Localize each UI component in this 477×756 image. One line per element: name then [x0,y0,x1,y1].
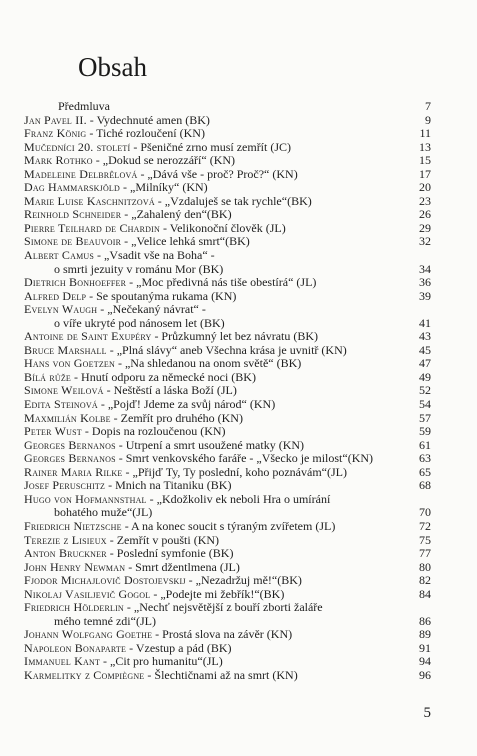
toc-entry-author: Peter Wust [24,424,82,439]
toc-entry-author: Pierre Teilhard de Chardin [24,220,160,235]
toc-entry-page: 86 [419,613,431,628]
toc-entry-page: 57 [419,410,431,425]
toc-entry-text [24,425,407,439]
toc-entry-author: Nikolaj Vasiljevič Gogol [24,586,151,601]
toc-entry-text [24,534,407,548]
toc-entry-text [24,290,407,304]
toc-entry-title: - „Dokud se nerozzáří“ (KN) [92,153,236,168]
toc-entry-title-continued: o víře ukryté pod nánosem let (BK) [54,315,225,330]
toc-entry [24,195,431,209]
toc-entry-text [24,357,407,371]
toc-entry-author: Edita Steinová [24,397,98,412]
toc-entry-title: - Zemřít pro druhého (KN) [110,410,243,425]
toc-entry-text [24,100,407,114]
toc-entry-text [24,520,407,534]
toc-entry-author: Marie Luise Kaschnitzová [24,193,155,208]
toc-entry-page: 63 [419,451,431,466]
toc-entry-text [24,642,407,656]
toc-entry-text [24,276,407,290]
toc-entry-title: - Šlechtičnami až na smrt (KN) [144,667,298,682]
toc-entry-author: Mark Rothko [24,153,93,168]
toc-entry-page: 61 [419,437,431,452]
toc-entry-author: Friedrich Nietzsche [24,518,122,533]
toc-entry-page: 82 [419,573,431,588]
toc-entry-page: 72 [419,518,431,533]
toc-entry-author: Hugo von Hofmannsthal [24,491,147,506]
toc-entry-author: Fjodor Michajlovič Dostojevskij [24,573,186,588]
toc-entry-text [24,141,407,155]
toc-entry [24,412,431,426]
toc-entry [24,222,431,236]
toc-entry-text [24,384,407,398]
toc-entry-text [24,574,407,588]
toc-entry-title: - Prostá slova na závěr (KN) [152,627,293,642]
toc-entry-author: Napoleon Bonaparte [24,640,127,655]
toc-entry-title: - Smrt venkovského faráře - „Všecko je milost“(KN) [115,451,374,466]
toc-entry-page: 43 [419,329,431,344]
toc-entry [24,398,431,412]
toc-entry-title: - „Velice lehká smrt“(BK) [121,234,250,249]
toc-entry-page: 77 [419,546,431,561]
toc-entry-page: 11 [419,126,431,141]
toc-entry-author: Evelyn Waugh [24,302,98,317]
toc-entry-page: 23 [419,193,431,208]
toc-entry-text [24,330,407,344]
toc-entry-text [24,655,407,669]
toc-entry-title: - Vydechnuté amen (BK) [86,112,210,127]
toc-entry-page: 65 [419,464,431,479]
toc-entry-text [24,493,407,520]
toc-entry-author: Immanuel Kant [24,654,101,669]
toc-entry-author: Maxmilián Kolbe [24,410,111,425]
toc-entry-title: - „Moc předivná nás tiše obestírá“ (JL) [126,275,317,290]
toc-entry-author: Antoine de Saint Exupéry [24,329,152,344]
toc-entry [24,601,431,628]
toc-entry [24,452,431,466]
toc-entry-page: 91 [419,640,431,655]
toc-entry-text [24,222,407,236]
toc-entry-author: Karmelitky z Compiègne [24,667,145,682]
toc-entry-page: 34 [419,261,431,276]
toc-entry [24,249,431,276]
toc-entry-title: Předmluva [58,99,110,113]
toc-entry-title: - Poslední symfonie (BK) [106,546,234,561]
toc-entry-title: - Hnutí odporu za německé noci (BK) [71,369,256,384]
toc-entry-page: 39 [419,288,431,303]
toc-entry-text [24,168,407,182]
toc-entry [24,290,431,304]
toc-entry-title: - Se spoutanýma rukama (KN) [86,288,237,303]
toc-entry-page: 75 [419,532,431,547]
toc-entry-author: John Henry Newman [24,559,126,574]
toc-entry-author: Reinhold Schneider [24,207,122,222]
toc-entry-page: 49 [419,369,431,384]
page-title: Obsah [78,52,147,82]
toc-entry [24,181,431,195]
toc-entry [24,127,431,141]
toc-entry-title: - „Kdožkoliv ek neboli Hra o umírání [146,491,331,506]
toc-entry [24,276,431,290]
toc-entry [24,547,431,561]
toc-entry-title: - Smrt džentlmena (JL) [125,559,240,574]
toc-entry-author: Madeleine Delbrêlová [24,166,138,181]
toc-entry-author: Dietrich Bonhoeffer [24,275,127,290]
toc-entry-author: Jan Pavel II. [24,112,87,127]
toc-entry-title: - A na konec soucit s týraným zvířetem (JL) [121,518,336,533]
toc-entry-text [24,181,407,195]
toc-entry-page: 13 [419,139,431,154]
toc-entry-title: - Průzkumný let bez návratu (BK) [151,329,319,344]
toc-entry-page: 59 [419,424,431,439]
toc-entry [24,371,431,385]
toc-entry-page: 94 [419,654,431,669]
toc-entry-title: - „Nezadržuj mě!“(BK) [185,573,302,588]
toc-entry [24,235,431,249]
toc-entry-author: Alfred Delp [24,288,87,303]
toc-entry-title: - „Dává vše - proč? Proč?“ (KN) [137,166,298,181]
toc-entry-page: 68 [419,478,431,493]
toc-entry-page: 47 [419,356,431,371]
toc-entry-page: 41 [419,315,431,330]
toc-entry-title: - Vzestup a pád (BK) [126,640,232,655]
toc-entry-text [24,601,407,628]
toc-entry-text [24,547,407,561]
toc-entry-author: Georges Bernanos [24,437,116,452]
toc-entry-text [24,628,407,642]
toc-entry [24,466,431,480]
toc-entry [24,534,431,548]
toc-entry-author: Josef Peruschitz [24,478,106,493]
toc-entry-title: - Dopis na rozloučenou (KN) [81,424,226,439]
toc-entry-title: - „Milníky“ (KN) [120,180,208,195]
toc-entry-page: 17 [419,166,431,181]
toc-entry [24,439,431,453]
toc-entry-author: Dag Hammarskjöld [24,180,120,195]
toc-entry [24,154,431,168]
toc-entry-title: - „Zahalený den“(BK) [121,207,232,222]
toc-entry [24,208,431,222]
toc-entry-text [24,195,407,209]
toc-entry-text [24,344,407,358]
toc-entry [24,655,431,669]
table-of-contents [24,100,431,683]
toc-entry-author: Franz König [24,126,87,141]
toc-entry-page: 70 [419,505,431,520]
toc-entry-author: Bruce Marshall [24,342,107,357]
toc-entry [24,114,431,128]
toc-entry-author: Terezie z Lisieux [24,532,107,547]
toc-entry-text [24,208,407,222]
toc-entry-preface [24,100,431,114]
toc-entry-page: 7 [425,99,431,113]
toc-entry-author: Friedrich Hölderlin [24,600,124,615]
toc-entry-text [24,412,407,426]
toc-entry-page: 54 [419,397,431,412]
toc-entry-title: - „Nechť nejsvětější z bouří zborti žaláře [123,600,323,615]
toc-entry [24,588,431,602]
toc-entry-page: 32 [419,234,431,249]
toc-entry-page: 52 [419,383,431,398]
toc-entry-page: 45 [419,342,431,357]
toc-entry-title: - Mnich na Titaniku (BK) [105,478,232,493]
toc-entry-author: Simone Weilová [24,383,104,398]
toc-entry-title: - „Nečekaný návrat“ - [97,302,206,317]
toc-entry-title: - Utrpení a smrt usoužené matky (KN) [115,437,305,452]
toc-entry-author: Bílá růže [24,369,72,384]
toc-entry [24,642,431,656]
toc-entry-text [24,669,407,683]
toc-entry [24,520,431,534]
toc-entry [24,344,431,358]
toc-entry-text [24,452,407,466]
toc-entry [24,493,431,520]
toc-entry-title: - Neštěstí a láska Boží (JL) [103,383,237,398]
toc-entry [24,561,431,575]
toc-entry-text [24,439,407,453]
toc-entry-title: - „Na shledanou na onom světě“ (BK) [114,356,302,371]
toc-entry-title: - Velikonoční člověk (JL) [159,220,286,235]
toc-entry-text [24,114,407,128]
toc-entry [24,357,431,371]
toc-entry-page: 36 [419,275,431,290]
toc-entry-page: 89 [419,627,431,642]
toc-entry-title: - „Pojď! Jdeme za svůj národ“ (KN) [97,397,276,412]
toc-entry-page: 96 [419,667,431,682]
toc-entry-title-continued: mého temné zdi“(JL) [54,613,156,628]
toc-entry [24,574,431,588]
toc-entry-page: 84 [419,586,431,601]
toc-entry-page: 20 [419,180,431,195]
toc-entry-page: 80 [419,559,431,574]
toc-entry-author: Johann Wolfgang Goethe [24,627,153,642]
toc-entry-page: 9 [425,112,431,127]
toc-entry-title: - Zemřít v poušti (KN) [106,532,220,547]
toc-entry-author: Rainer Maria Rilke [24,464,123,479]
toc-entry-text [24,466,407,480]
toc-entry-title: - Tiché rozloučení (KN) [86,126,205,141]
toc-entry [24,168,431,182]
toc-entry [24,384,431,398]
toc-entry-text [24,154,407,168]
toc-entry [24,479,431,493]
toc-entry-text [24,127,407,141]
toc-entry-title: - „Cit pro humanitu“(JL) [100,654,223,669]
toc-entry-author: Hans von Goetzen [24,356,115,371]
toc-entry-page: 29 [419,220,431,235]
toc-entry-text [24,249,407,276]
toc-entry-author: Simone de Beauvoir [24,234,122,249]
toc-entry-author: Albert Camus [24,248,95,263]
toc-entry [24,669,431,683]
toc-entry-title: - „Podejte mi žebřík!“(BK) [150,586,285,601]
toc-entry-text [24,588,407,602]
toc-entry-title: - Pšeničné zrno musí zemřít (JC) [130,139,292,154]
toc-entry-text [24,561,407,575]
toc-entry-author: Mučedníci 20. století [24,139,131,154]
toc-entry [24,425,431,439]
toc-entry [24,330,431,344]
toc-entry-text [24,235,407,249]
toc-entry [24,303,431,330]
toc-entry-title: - „Vsadit vše na Boha“ - [94,248,215,263]
toc-entry-page: 26 [419,207,431,222]
toc-entry [24,141,431,155]
page-number: 5 [423,705,431,721]
toc-entry-text [24,371,407,385]
toc-entry-title: - „Přijď Ty, Ty poslední, koho poznávám“(JL) [122,464,347,479]
toc-entry-text [24,479,407,493]
toc-entry-author: Anton Bruckner [24,546,107,561]
toc-entry-page: 15 [419,153,431,168]
toc-entry [24,628,431,642]
toc-entry-author: Georges Bernanos [24,451,116,466]
toc-entry-title: - „Plná slávy“ aneb Všechna krása je uvnitř (KN) [106,342,347,357]
toc-entry-title-continued: o smrti jezuity v románu Mor (BK) [54,261,224,276]
toc-entry-title-continued: bohatého muže“(JL) [54,505,153,520]
toc-entry-title: - „Vzdaluješ se tak rychle“(BK) [154,193,312,208]
toc-entry-text [24,398,407,412]
toc-entry-text [24,303,407,330]
